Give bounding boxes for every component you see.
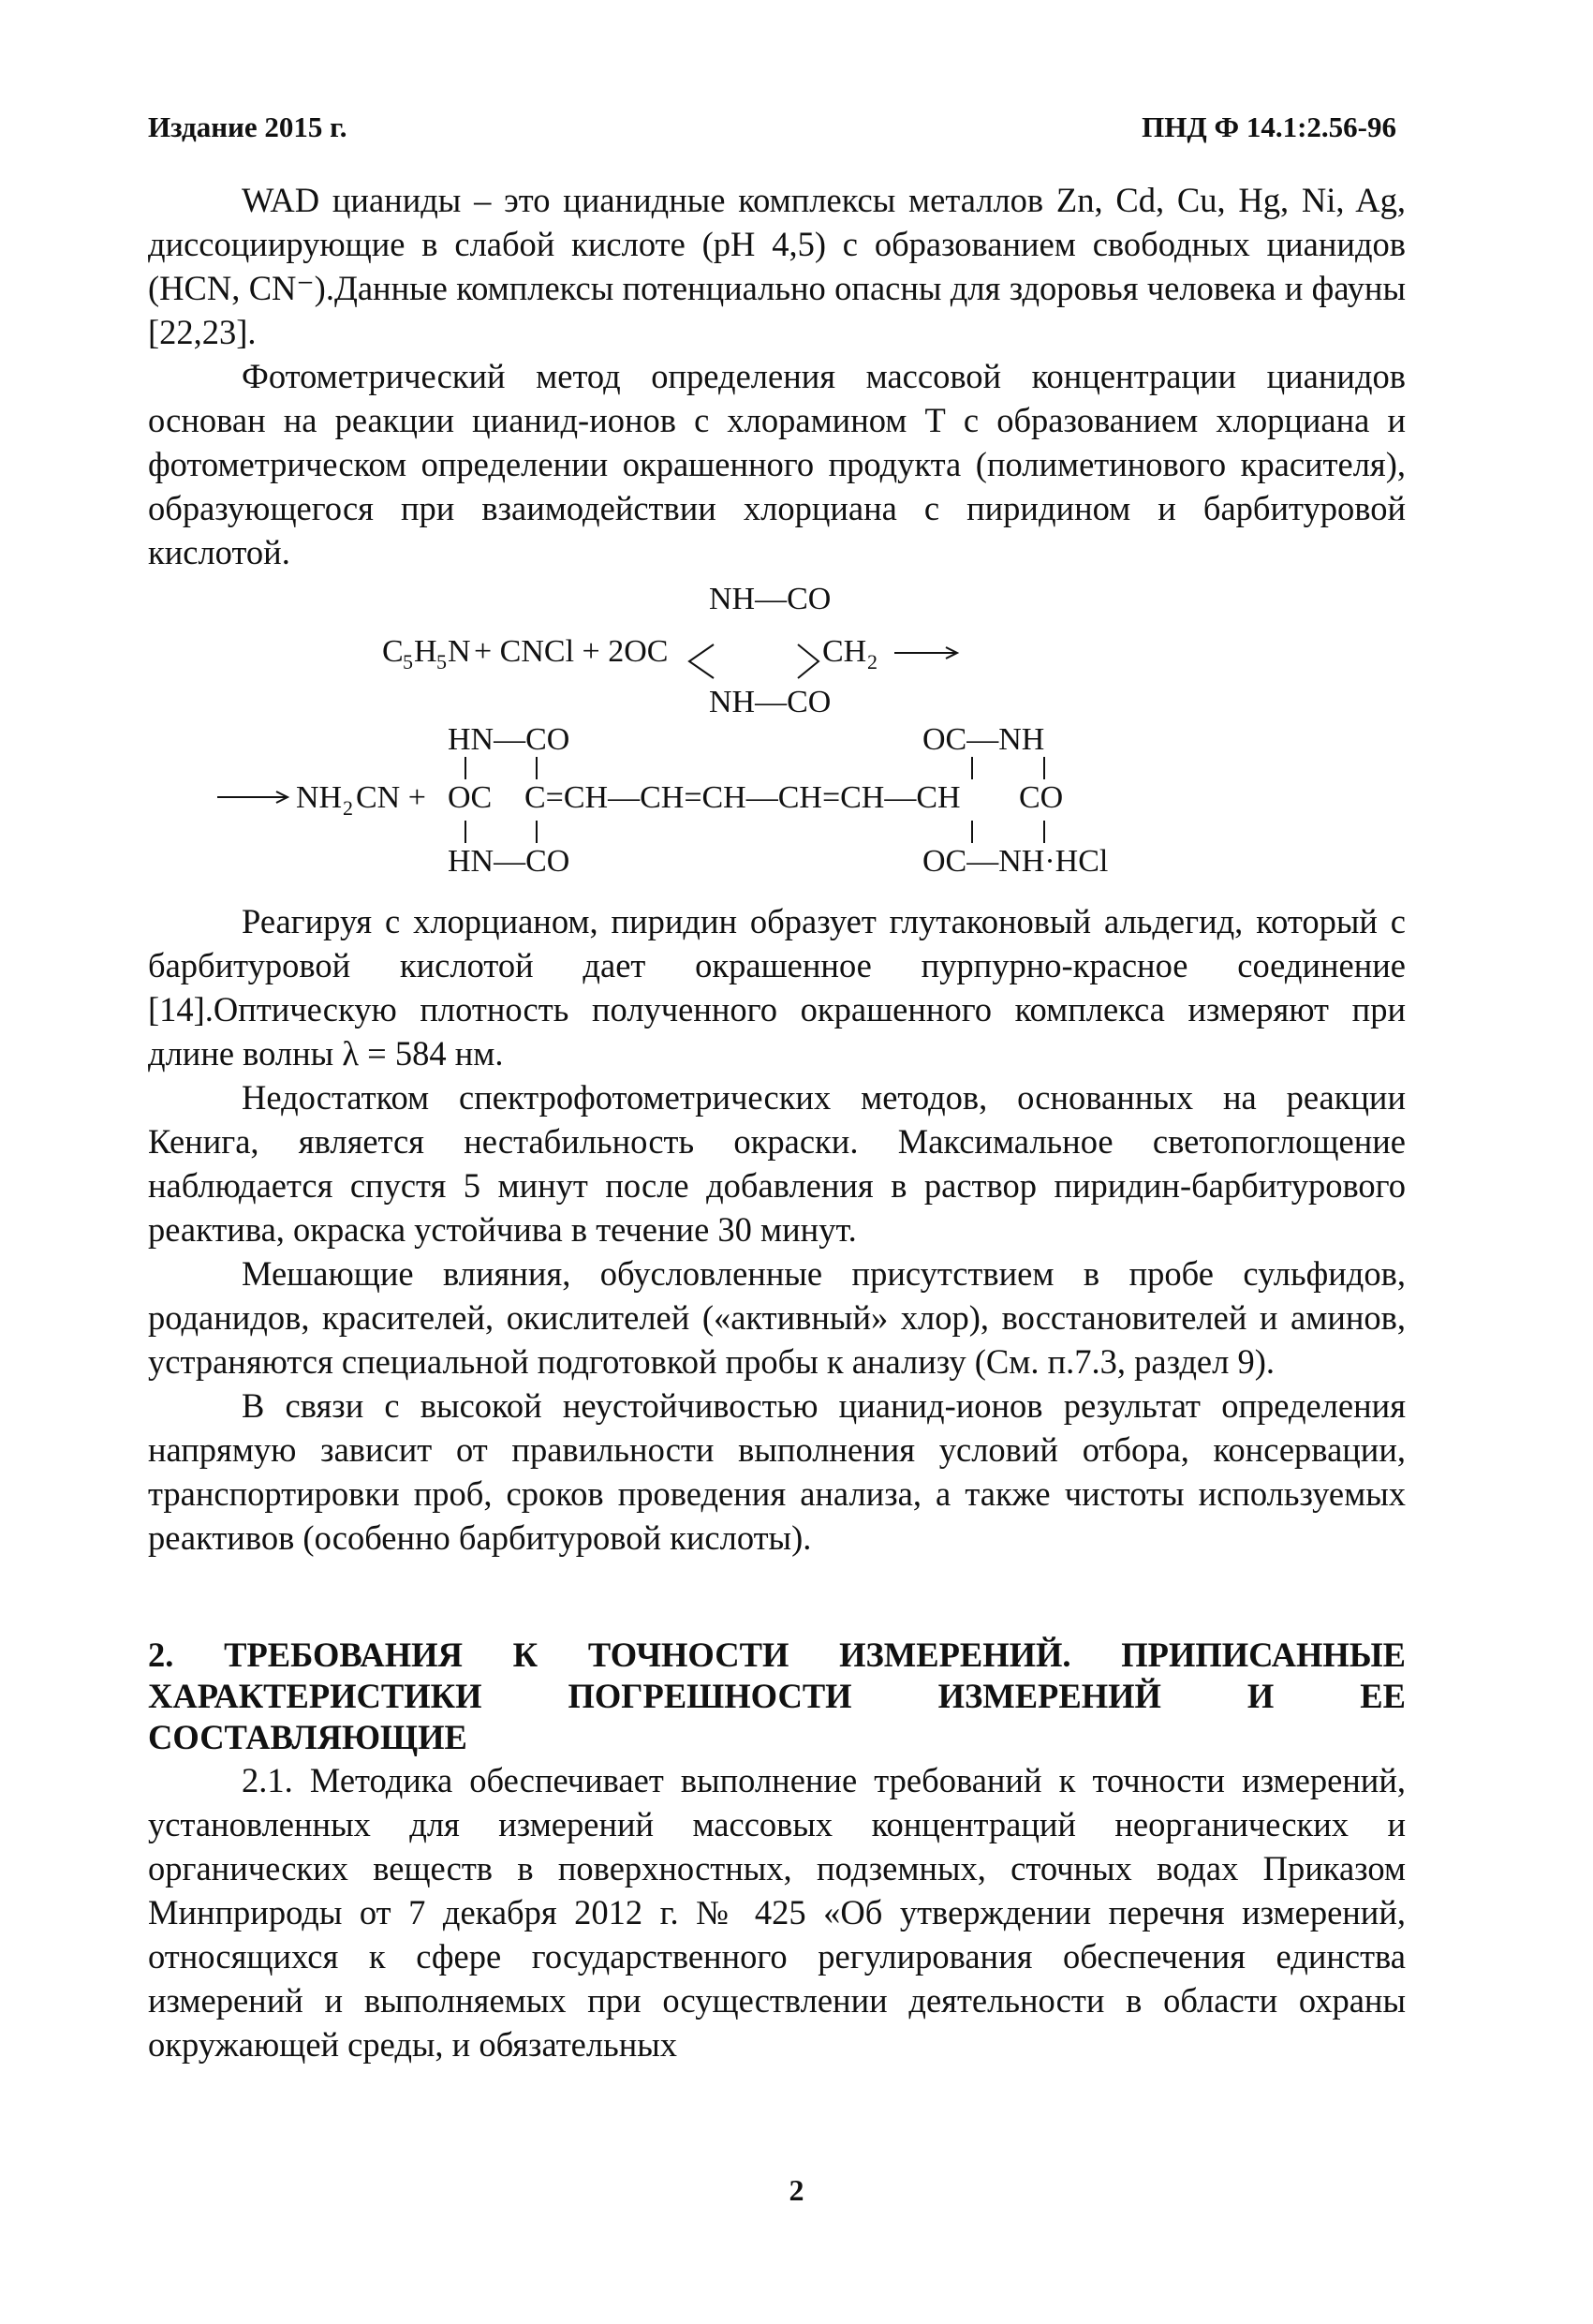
- formula-left-ring-bottom: HN—CO: [448, 844, 570, 879]
- formula-oc: OC: [448, 780, 493, 815]
- formula-chain: C=CH—CH=CH—CH=CH—CH: [524, 780, 961, 815]
- paragraph-text: Недостатком спектрофотометрических методов, основанных на реакции Кенига, является нестабильность окраски. Максимальное светопоглощение наблюдается спустя 5 минут после добавления в раствор пиридин-барбитурового реактива, окраска устойчива в течение 30 минут.: [148, 1078, 1406, 1249]
- edition-label: Издание 2015 г.: [148, 111, 347, 143]
- formula-ch2: CH: [822, 634, 867, 669]
- formula-left-ring-top: HN—CO: [448, 722, 570, 757]
- formula-reactant-c: C: [382, 634, 404, 669]
- formula-nh2cn-cn: CN +: [356, 780, 426, 815]
- paragraph-text: WAD цианиды – это цианидные комплексы металлов Zn, Cd, Cu, Hg, Ni, Ag, диссоциирующие в слабой кислоте (рН 4,5) с образованием свободных цианидов (HCN, CN⁻).Данные комплексы потенциально опасны для здоровья человека и фауны [22,23].: [148, 181, 1406, 351]
- reaction-formula: [0, 0, 1593, 899]
- text-block-after-formula: [148, 899, 1406, 1560]
- formula-nh2cn-nh: NH: [296, 780, 343, 815]
- paragraph-text: Фотометрический метод определения массовой концентрации цианидов основан на реакции цианид-ионов с хлорамином Т с образованием хлорциана и фотометрическом определении окрашенного продукта (полиметинового красителя), образующегося при взаимодействии хлорциана с пиридином и барбитуровой кислотой.: [148, 357, 1406, 571]
- ring-bond-right: [798, 644, 819, 678]
- document-code: ПНД Ф 14.1:2.56-96: [1142, 111, 1396, 143]
- formula-reactant-h: H: [414, 634, 437, 669]
- ring-bond-left: [689, 644, 714, 678]
- paragraph-text: Мешающие влияния, обусловленные присутствием в пробе сульфидов, роданидов, красителей, окислителей («активный» хлор), восстановителей и аминов, устраняются специальной подготовкой пробы к анализу (См. п.7.3, раздел 9).: [148, 1254, 1406, 1381]
- formula-reactants: + CNCl + 2OC: [474, 634, 669, 669]
- paragraph-text: Реагируя с хлорцианом, пиридин образует глутаконовый альдегид, который с барбитуровой кислотой дает окрашенное пурпурно-красное соединение [14].Оптическую плотность полученного окрашенного комплекса измеряют при длине волны λ = 584 нм.: [148, 902, 1406, 1073]
- formula-sub: 5: [436, 650, 447, 674]
- formula-ring-bottom: NH—CO: [709, 685, 832, 719]
- section-heading: 2. ТРЕБОВАНИЯ К ТОЧНОСТИ ИЗМЕРЕНИЙ. ПРИПИСАННЫЕ ХАРАКТЕРИСТИКИ ПОГРЕШНОСТИ ИЗМЕРЕНИЙ И ЕЕ СОСТАВЛЯЮЩИЕ: [148, 1636, 1406, 1756]
- formula-ring-top: NH—CO: [709, 582, 832, 616]
- formula-co: CO: [1019, 780, 1064, 815]
- formula-right-ring-top: OC—NH: [922, 722, 1045, 757]
- section-2: [148, 1635, 1406, 2066]
- formula-reactant-n: N: [448, 634, 471, 669]
- formula-sub: 5: [403, 650, 413, 674]
- paragraph-text: В связи с высокой неустойчивостью цианид-ионов результат определения напрямую зависит от правильности выполнения условий отбора, консервации, транспортировки проб, сроков проведения анализа, а также чистоты используемых реактивов (особенно барбитуровой кислоты).: [148, 1386, 1406, 1557]
- formula-sub: 2: [867, 650, 878, 674]
- formula-sub: 2: [343, 796, 353, 820]
- formula-right-ring-bottom: OC—NH·HCl: [922, 844, 1109, 879]
- page-number: 2: [789, 2173, 804, 2207]
- paragraph-text: 2.1. Методика обеспечивает выполнение требований к точности измерений, установленных для измерений массовых концентраций неорганических и органических веществ в поверхностных, подземных, сточных водах Приказом Минприроды от 7 декабря 2012 г. № 425 «Об утверждении перечня измерений, относящихся к сфере государственного регулирования обеспечения единства измерений и выполняемых при осуществлении деятельности в области охраны окружающей среды, и обязательных: [148, 1761, 1406, 2064]
